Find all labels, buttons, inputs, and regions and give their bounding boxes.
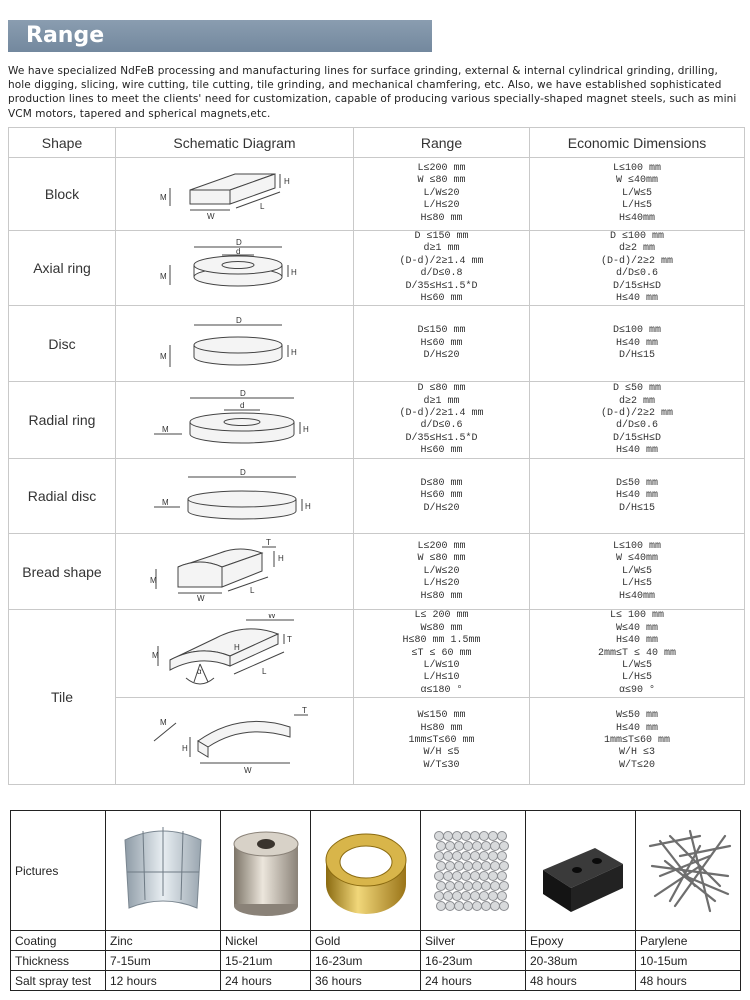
svg-text:H: H	[277, 553, 284, 563]
header-shape: Shape	[9, 128, 116, 158]
tile-diagram-arc	[116, 698, 354, 785]
table-row	[9, 698, 745, 785]
salt-nickel: 24 hours	[221, 971, 311, 991]
svg-text:W: W	[206, 212, 215, 221]
salt-parylene: 48 hours	[636, 971, 741, 991]
svg-text:T: T	[301, 706, 307, 716]
salt-zinc: 12 hours	[106, 971, 221, 991]
table-row	[9, 158, 745, 231]
svg-text:D: D	[235, 238, 242, 248]
svg-text:M: M	[159, 718, 167, 728]
svg-text:M: M	[151, 650, 159, 660]
shape-name: Block	[9, 158, 116, 231]
svg-text:W: W	[243, 766, 252, 776]
coating-silver: Silver	[421, 931, 526, 951]
thickness-row	[11, 951, 741, 971]
thickness-gold: 16-23um	[311, 951, 421, 971]
range-values: D≤80 mm H≤60 mm D/H≤20	[354, 459, 530, 534]
economic-values: D≤100 mm H≤40 mm D/H≤15	[530, 306, 745, 382]
svg-text:T: T	[286, 634, 292, 644]
economic-values: W≤50 mm H≤40 mm 1mm≤T≤60 mm W/H ≤3 W/T≤20	[530, 698, 745, 785]
economic-values: D ≤100 mm d≥2 mm (D-d)/2≥2 mm d/D≤0.6 D/15≤H≤D H≤40 mm	[530, 231, 745, 306]
svg-text:H: H	[302, 425, 309, 435]
parylene-magnet-picture	[636, 811, 741, 931]
salt-spray-label: Salt spray test	[11, 971, 106, 991]
svg-text:L: L	[259, 202, 264, 211]
intro-paragraph: We have specialized NdFeB processing and manufacturing lines for surface grinding, external & internal cylindrical grinding, drilling, hole digging, slicing, wire cutting, tile cutting, tile grinding, and mechanical chamfering, etc. Also, we have established sophisticated production lines to meet the clients' need for customization, capable of producing various specially-shaped magnet steels, such as mini VCM motors, tapered and spherical magnets,etc.	[8, 65, 737, 120]
table-row	[9, 231, 745, 306]
svg-text:H: H	[290, 347, 297, 357]
svg-text:M: M	[159, 351, 167, 361]
range-values: D≤150 mm H≤60 mm D/H≤20	[354, 306, 530, 382]
thickness-nickel: 15-21um	[221, 951, 311, 971]
radial-ring-diagram	[116, 382, 354, 459]
shape-name: Radial ring	[9, 382, 116, 459]
range-values: D ≤150 mm d≥1 mm (D-d)/2≥1.4 mm d/D≤0.8 D/35≤H≤1.5*D H≤60 mm	[354, 231, 530, 306]
radial-disc-diagram	[116, 459, 354, 534]
salt-spray-row	[11, 971, 741, 991]
svg-text:W: W	[267, 613, 276, 620]
section-title: Range	[26, 23, 105, 48]
svg-text:M: M	[159, 193, 167, 202]
zinc-magnet-picture	[106, 811, 221, 931]
svg-text:H: H	[304, 502, 311, 512]
range-values: D ≤80 mm d≥1 mm (D-d)/2≥1.4 mm d/D≤0.6 D/35≤H≤1.5*D H≤60 mm	[354, 382, 530, 459]
thickness-parylene: 10-15um	[636, 951, 741, 971]
economic-values: D ≤50 mm d≥2 mm (D-d)/2≥2 mm d/D≤0.6 D/15≤H≤D H≤40 mm	[530, 382, 745, 459]
range-values: L≤200 mm W ≤80 mm L/W≤20 L/H≤20 H≤80 mm	[354, 158, 530, 231]
economic-values: L≤100 mm W ≤40mm L/W≤5 L/H≤5 H≤40mm	[530, 534, 745, 610]
svg-text:T: T	[265, 538, 271, 547]
range-values: L≤ 200 mm W≤80 mm H≤80 mm 1.5mm ≤T ≤ 60 mm L/W≤10 L/H≤10 α≤180 °	[354, 610, 530, 698]
shape-name: Disc	[9, 306, 116, 382]
table-row	[9, 459, 745, 534]
gold-magnet-picture	[311, 811, 421, 931]
table-row	[9, 306, 745, 382]
epoxy-magnet-picture	[526, 811, 636, 931]
coating-table	[10, 810, 741, 991]
svg-text:L: L	[249, 585, 254, 595]
header-diagram: Schematic Diagram	[116, 128, 354, 158]
pictures-row	[11, 811, 741, 931]
svg-text:M: M	[159, 272, 167, 282]
table-row	[9, 382, 745, 459]
table-row	[9, 610, 745, 698]
economic-values: L≤100 mm W ≤40mm L/W≤5 L/H≤5 H≤40mm	[530, 158, 745, 231]
bread-shape-diagram	[116, 534, 354, 610]
shape-name: Bread shape	[9, 534, 116, 610]
coating-zinc: Zinc	[106, 931, 221, 951]
silver-magnet-picture	[421, 811, 526, 931]
shape-name: Radial disc	[9, 459, 116, 534]
nickel-magnet-picture	[221, 811, 311, 931]
section-banner	[8, 20, 432, 52]
pictures-label: Pictures	[11, 811, 106, 931]
range-values: W≤150 mm H≤80 mm 1mm≤T≤60 mm W/H ≤5 W/T≤30	[354, 698, 530, 785]
economic-values: L≤ 100 mm W≤40 mm H≤40 mm 2mm≤T ≤ 40 mm L/W≤5 L/H≤5 α≤90 °	[530, 610, 745, 698]
svg-text:H: H	[181, 744, 188, 754]
salt-gold: 36 hours	[311, 971, 421, 991]
svg-text:α: α	[196, 666, 202, 676]
svg-text:L: L	[261, 666, 266, 676]
svg-text:M: M	[161, 498, 169, 508]
svg-text:M: M	[161, 425, 169, 435]
svg-text:D: D	[235, 315, 242, 325]
tile-diagram-long	[116, 610, 354, 698]
svg-text:H: H	[290, 268, 297, 278]
economic-values: D≤50 mm H≤40 mm D/H≤15	[530, 459, 745, 534]
range-table	[8, 127, 745, 785]
svg-text:H: H	[233, 642, 240, 652]
svg-text:d: d	[235, 247, 240, 257]
salt-silver: 24 hours	[421, 971, 526, 991]
coating-epoxy: Epoxy	[526, 931, 636, 951]
svg-text:d: d	[239, 401, 244, 411]
range-header-row	[9, 128, 745, 158]
svg-text:M: M	[149, 575, 157, 585]
shape-name: Axial ring	[9, 231, 116, 306]
coating-label: Coating	[11, 931, 106, 951]
coating-parylene: Parylene	[636, 931, 741, 951]
range-values: L≤200 mm W ≤80 mm L/W≤20 L/H≤20 H≤80 mm	[354, 534, 530, 610]
header-range: Range	[354, 128, 530, 158]
salt-epoxy: 48 hours	[526, 971, 636, 991]
table-row	[9, 534, 745, 610]
thickness-zinc: 7-15um	[106, 951, 221, 971]
coating-row	[11, 931, 741, 951]
coating-gold: Gold	[311, 931, 421, 951]
header-economic: Economic Dimensions	[530, 128, 745, 158]
thickness-epoxy: 20-38um	[526, 951, 636, 971]
block-diagram	[116, 158, 354, 231]
thickness-label: Thickness	[11, 951, 106, 971]
svg-text:D: D	[239, 468, 246, 478]
thickness-silver: 16-23um	[421, 951, 526, 971]
svg-text:D: D	[239, 389, 246, 399]
coating-nickel: Nickel	[221, 931, 311, 951]
axial-ring-diagram	[116, 231, 354, 306]
shape-name: Tile	[9, 610, 116, 785]
disc-diagram	[116, 306, 354, 382]
svg-text:H: H	[283, 177, 290, 186]
svg-text:W: W	[196, 593, 205, 603]
